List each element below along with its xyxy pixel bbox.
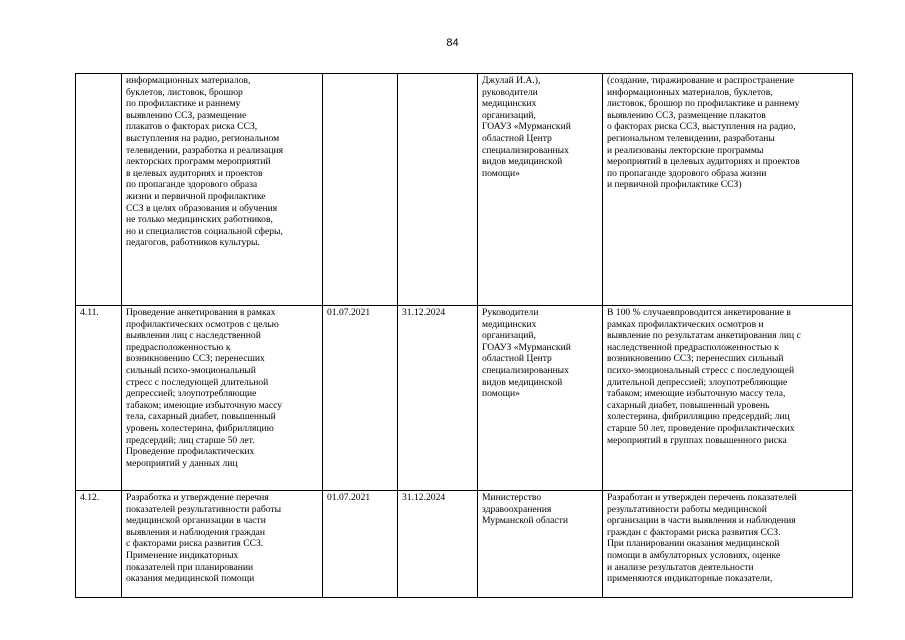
text-line: областной Центр <box>482 353 552 365</box>
text-line: наследственной предрасположенностью к <box>607 341 779 353</box>
text-line: табаком; имеющие избыточную массу тела, <box>607 388 786 400</box>
text-line: по пропаганде здорового образа <box>126 179 258 191</box>
text-line: Применение индикаторных <box>126 549 239 561</box>
text-line: выявление по результатам анкетирования лиц с <box>607 330 801 342</box>
text-line: и реализованы лекторские программы <box>607 144 764 156</box>
text-line: холестерина, фибрилляцию предсердий; лиц <box>607 411 790 423</box>
text-line: возникновению ССЗ; перенесших сильный <box>607 353 784 365</box>
text-line: возникновению ССЗ; перенесших <box>126 353 265 365</box>
text-line: Разработан и утвержден перечень показателей <box>607 492 797 503</box>
text-line: организаций, <box>482 330 536 342</box>
text-line: видов медицинской <box>482 376 563 388</box>
text-line: педагогов, работников культуры. <box>126 237 260 249</box>
text-line: рамках профилактических осмотров и <box>607 318 764 330</box>
text-line: информационных материалов, буклетов, <box>607 86 773 98</box>
text-line: региональном телевидении, разработаны <box>607 132 775 144</box>
text-line: плакатов о факторах риска ССЗ, <box>126 121 258 133</box>
text-line: с факторами риска развития ССЗ. <box>126 538 264 550</box>
text-line: ГОАУЗ «Мурманский <box>482 341 571 353</box>
text-line: выявлению ССЗ, размещение <box>126 109 247 121</box>
text-line: сахарный диабет, повышенный уровень <box>607 399 770 411</box>
text-line: специализированных <box>482 144 569 156</box>
responsible-cell <box>478 491 603 598</box>
text-line: выявления и наблюдения граждан <box>126 526 266 538</box>
text-line: граждан с факторами риска развития ССЗ. <box>607 526 781 538</box>
text-line: листовок, брошюр по профилактике и раннему <box>607 98 800 110</box>
measure-cell <box>122 491 323 598</box>
text-line: мероприятий в группах повышенного риска <box>607 434 787 446</box>
text-line: помощи» <box>482 167 520 179</box>
start-date-cell: 01.07.2021 <box>323 491 398 598</box>
text-line: показателей при планировании <box>126 561 254 573</box>
text-line: буклетов, листовок, брошюр <box>126 86 243 98</box>
text-line: помощи» <box>482 388 520 400</box>
text-line: мероприятий в целевых аудиториях и проектов <box>607 156 800 168</box>
result-cell <box>603 74 853 306</box>
text-line: специализированных <box>482 364 569 376</box>
text-line: профилактических осмотров с целью <box>126 318 279 330</box>
row-number-cell <box>76 74 122 306</box>
text-line: Руководители <box>482 307 539 318</box>
text-line: депрессией; злоупотребляющие <box>126 388 257 400</box>
text-line: уровень холестерина, фибрилляцию <box>126 422 274 434</box>
text-line: в целевых аудиториях и проектов <box>126 167 263 179</box>
text-line: по пропаганде здорового образа жизни <box>607 167 767 179</box>
responsible-cell <box>478 306 603 491</box>
text-line: стресс с последующей длительной <box>126 376 269 388</box>
result-cell <box>603 491 853 598</box>
text-line: Министерство <box>482 492 542 503</box>
text-line: психо-эмоциональный стресс с последующей <box>607 364 795 376</box>
measure-cell <box>122 74 323 306</box>
text-line: областной Центр <box>482 132 552 144</box>
text-line: показателей результативности работы <box>126 503 282 515</box>
text-line: выявления лиц с наследственной <box>126 330 261 342</box>
end-date-cell: 31.12.2024 <box>398 491 478 598</box>
text-line: длительной депрессией; злоупотребляющие <box>607 376 788 388</box>
table-row <box>76 491 853 598</box>
text-line: сильный психо-эмоциональный <box>126 364 256 376</box>
measure-cell <box>122 306 323 491</box>
text-line: При планировании оказания медицинской <box>607 538 780 550</box>
text-line: жизни и первичной профилактике <box>126 190 266 202</box>
text-line: тела, сахарный диабет, повышенный <box>126 411 276 423</box>
responsible-cell <box>478 74 603 306</box>
text-line: не только медицинских работников, <box>126 214 273 226</box>
end-date-cell <box>398 74 478 306</box>
text-line: (создание, тиражирование и распространение <box>607 75 795 86</box>
text-line: но и специалистов социальной сферы, <box>126 225 283 237</box>
text-line: организации в части выявления и наблюдения <box>607 515 796 527</box>
text-line: Разработка и утверждение перечня <box>126 492 269 503</box>
text-line: выступления на радио, региональном <box>126 132 280 144</box>
text-line: выявлению ССЗ, размещение плакатов <box>607 109 766 121</box>
text-line: лекторских программ мероприятий <box>126 156 271 168</box>
text-line: медицинских <box>482 98 537 110</box>
text-line: старше 50 лет, проведение профилактических <box>607 422 795 434</box>
text-line: Джулай И.А.), <box>482 75 541 86</box>
row-number-cell: 4.11. <box>76 306 122 491</box>
text-line: телевидении, разработка и реализация <box>126 144 284 156</box>
text-line: помощи в амбулаторных условиях, оценке <box>607 549 781 561</box>
text-line: ГОАУЗ «Мурманский <box>482 121 571 133</box>
text-line: организаций, <box>482 109 536 121</box>
start-date-cell: 01.07.2021 <box>323 306 398 491</box>
text-line: и первичной профилактике ССЗ) <box>607 179 742 191</box>
text-line: Проведение профилактических <box>126 446 255 458</box>
text-line: видов медицинской <box>482 156 563 168</box>
text-line: оказания медицинской помощи <box>126 573 255 585</box>
table-row <box>76 306 853 491</box>
text-line: здравоохранения <box>482 503 552 515</box>
text-line: В 100 % случаевпроводится анкетирование в <box>607 307 791 318</box>
table-row <box>76 74 853 306</box>
text-line: табаком; имеющие избыточную массу <box>126 399 283 411</box>
text-line: ССЗ в целях образования и обучения <box>126 202 278 214</box>
text-line: и анализе результатов деятельности <box>607 561 754 573</box>
text-line: о факторах риска ССЗ, выступления на радио, <box>607 121 796 133</box>
page-number: 84 <box>446 37 459 49</box>
text-line: медицинской организации в части <box>126 515 266 527</box>
text-line: предрасположенностью к <box>126 341 231 353</box>
text-line: руководители <box>482 86 538 98</box>
text-line: Проведение анкетирования в рамках <box>126 307 276 318</box>
start-date-cell <box>323 74 398 306</box>
end-date-cell: 31.12.2024 <box>398 306 478 491</box>
text-line: Мурманской области <box>482 515 568 527</box>
text-line: по профилактике и раннему <box>126 98 241 110</box>
text-line: результативности работы медицинской <box>607 503 767 515</box>
text-line: мероприятий у данных лиц <box>126 457 238 469</box>
result-cell <box>603 306 853 491</box>
text-line: предсердий; лиц старше 50 лет. <box>126 434 255 446</box>
text-line: информационных материалов, <box>126 75 251 86</box>
measures-table <box>75 73 853 598</box>
row-number-cell: 4.12. <box>76 491 122 598</box>
text-line: медицинских <box>482 318 537 330</box>
text-line: применяются индикаторные показатели, <box>607 573 773 585</box>
